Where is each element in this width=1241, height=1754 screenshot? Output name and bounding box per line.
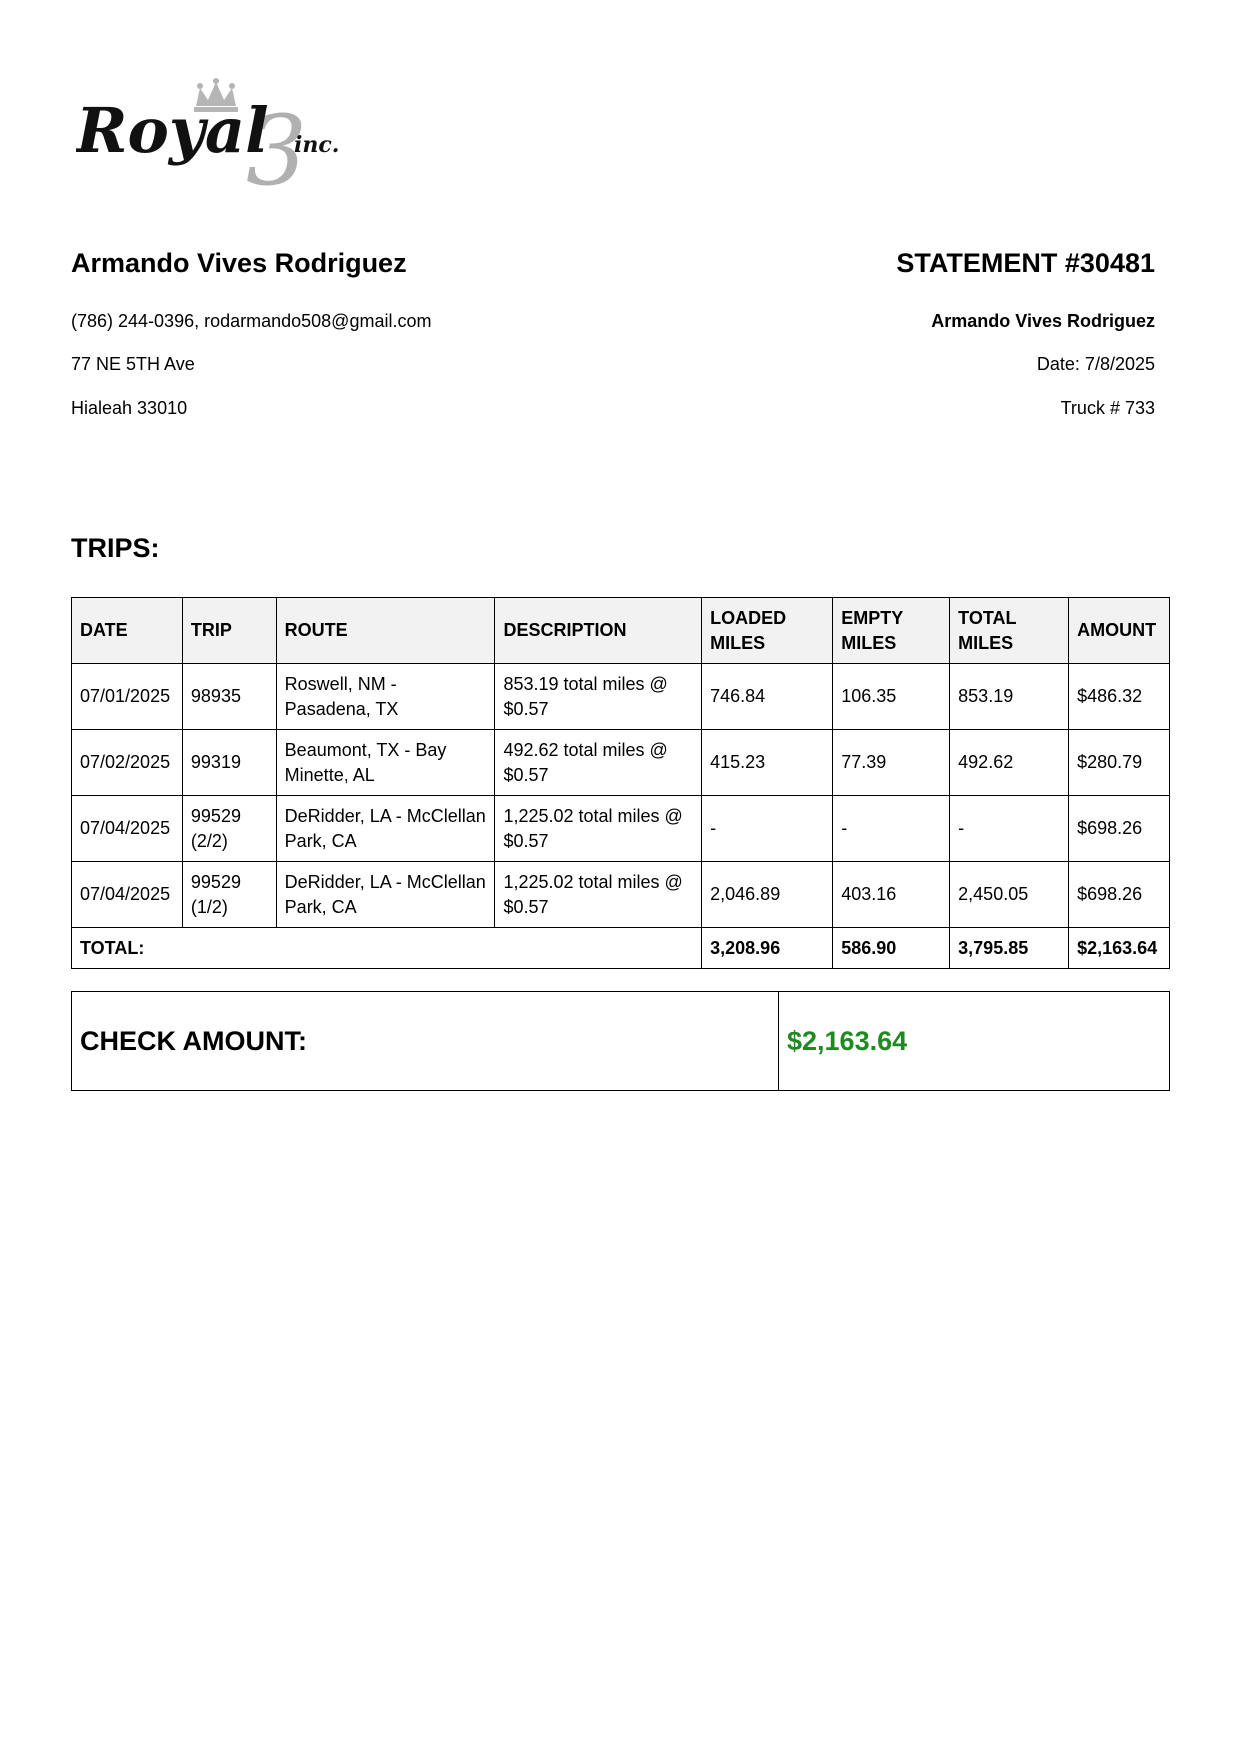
cell-description: 1,225.02 total miles @ $0.57 [495,796,702,862]
trips-heading: TRIPS: [71,533,160,563]
cell-route: Roswell, NM - Pasadena, TX [276,664,495,730]
cell-description: 853.19 total miles @ $0.57 [495,664,702,730]
cell-trip: 98935 [182,664,276,730]
totals-label: TOTAL: [72,928,702,969]
cell-route: DeRidder, LA - McClellan Park, CA [276,862,495,928]
check-amount-row [72,992,1170,1091]
table-header-row [72,598,1170,664]
total-empty-miles: 586.90 [833,928,950,969]
statement-driver-name: Armando Vives Rodriguez [931,311,1155,331]
statement-date: Date: 7/8/2025 [1036,354,1155,374]
cell-trip: 99319 [182,730,276,796]
cell-date: 07/02/2025 [72,730,183,796]
check-amount-box [71,991,1170,1091]
logo-numeral: 3 [246,95,308,190]
column-header-empty-miles: EMPTY MILES [833,598,950,664]
check-amount-label: CHECK AMOUNT: [72,992,779,1091]
cell-route: DeRidder, LA - McClellan Park, CA [276,796,495,862]
driver-address-line2: Hialeah 33010 [71,398,188,418]
cell-amount: $698.26 [1069,796,1170,862]
column-header-amount: AMOUNT [1069,598,1170,664]
logo-suffix: inc. [294,132,340,158]
logo-wordmark: Royal [76,94,269,167]
table-row [72,664,1170,730]
cell-amount: $698.26 [1069,862,1170,928]
cell-description: 492.62 total miles @ $0.57 [495,730,702,796]
driver-address-line1: 77 NE 5TH Ave [71,354,195,374]
cell-loaded-miles: 2,046.89 [702,862,833,928]
driver-name-heading: Armando Vives Rodriguez [71,248,407,278]
cell-loaded-miles: - [702,796,833,862]
cell-empty-miles: 77.39 [833,730,950,796]
cell-loaded-miles: 415.23 [702,730,833,796]
table-row [72,730,1170,796]
cell-date: 07/01/2025 [72,664,183,730]
total-loaded-miles: 3,208.96 [702,928,833,969]
cell-amount: $280.79 [1069,730,1170,796]
cell-total-miles: - [950,796,1069,862]
cell-total-miles: 492.62 [950,730,1069,796]
cell-amount: $486.32 [1069,664,1170,730]
column-header-date: DATE [72,598,183,664]
statement-title: STATEMENT #30481 [896,248,1155,278]
column-header-trip: TRIP [182,598,276,664]
column-header-route: ROUTE [276,598,495,664]
cell-trip: 99529 (1/2) [182,862,276,928]
column-header-total-miles: TOTAL MILES [950,598,1069,664]
table-row [72,796,1170,862]
cell-empty-miles: 403.16 [833,862,950,928]
total-total-miles: 3,795.85 [950,928,1069,969]
statement-truck: Truck # 733 [1060,398,1155,418]
column-header-loaded-miles: LOADED MILES [702,598,833,664]
cell-route: Beaumont, TX - Bay Minette, AL [276,730,495,796]
cell-loaded-miles: 746.84 [702,664,833,730]
cell-trip: 99529 (2/2) [182,796,276,862]
check-amount-value: $2,163.64 [779,992,1170,1091]
cell-empty-miles: 106.35 [833,664,950,730]
table-row [72,862,1170,928]
driver-contact: (786) 244-0396, rodarmando508@gmail.com [71,311,432,331]
total-amount: $2,163.64 [1069,928,1170,969]
cell-empty-miles: - [833,796,950,862]
trips-table [71,597,1170,969]
cell-date: 07/04/2025 [72,796,183,862]
cell-date: 07/04/2025 [72,862,183,928]
totals-row [72,928,1170,969]
cell-description: 1,225.02 total miles @ $0.57 [495,862,702,928]
column-header-description: DESCRIPTION [495,598,702,664]
company-logo [76,78,386,190]
cell-total-miles: 853.19 [950,664,1069,730]
cell-total-miles: 2,450.05 [950,862,1069,928]
